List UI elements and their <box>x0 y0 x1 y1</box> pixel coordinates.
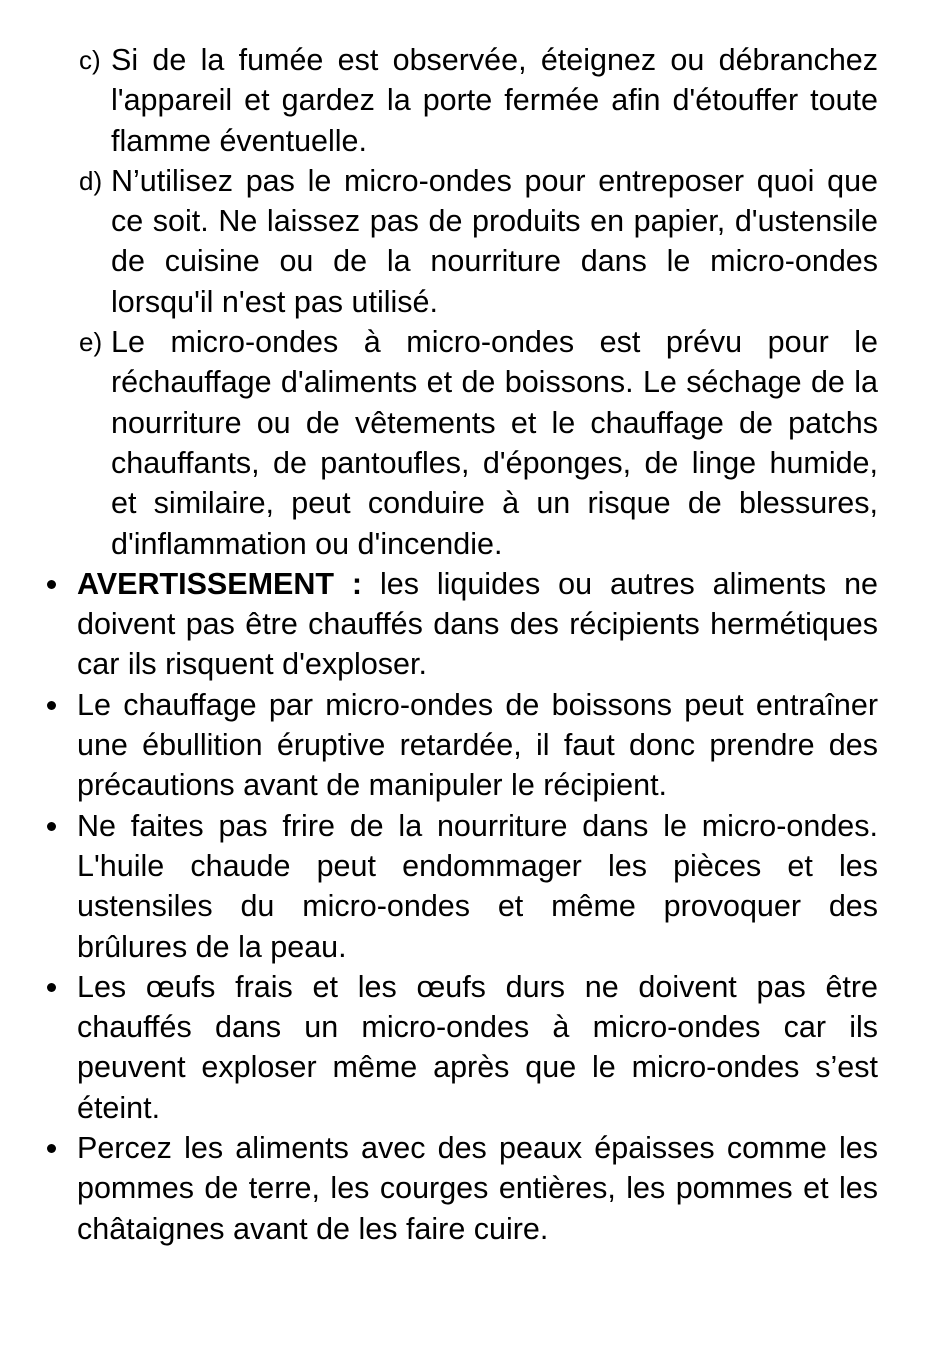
list-marker: e) <box>79 327 103 358</box>
list-item-text: N’utilisez pas le micro-ondes pour entreposer quoi que ce soit. Ne laissez pas de produits en papier, d'ustensile de cuisine ou de la nourriture dans le micro-ondes lorsqu'il n'est pas utilisé. <box>111 163 878 319</box>
bullet-text: Percez les aliments avec des peaux épaisses comme les pommes de terre, les courges entières, les pommes et les châtaignes avant de les faire cuire. <box>77 1131 878 1246</box>
safety-sublist <box>0 40 950 564</box>
bullet-icon <box>47 822 56 831</box>
bullet-text: Ne faites pas frire de la nourriture dans le micro-ondes. L'huile chaude peut endommager les pièces et les ustensiles du micro-ondes et même provoquer des brûlures de la peau. <box>77 808 878 964</box>
warning-text: les liquides ou autres aliments ne doivent pas être chauffés dans des récipients hermétiques car ils risquent d'exploser. <box>77 566 878 682</box>
list-item-text: Le micro-ondes à micro-ondes est prévu pour le réchauffage d'aliments et de boissons. Le séchage de la nourriture ou de vêtements et le chauffage de patchs chauffants, de pantoufles, d'éponges, de linge humide, et similaire, peut conduire à un risque de blessures, d'inflammation ou d'incendie. <box>111 325 878 561</box>
safety-bullet-list <box>0 564 950 1249</box>
warning-bullet <box>0 564 950 685</box>
warning-label: AVERTISSEMENT : <box>77 566 363 601</box>
sublist-item-e <box>0 322 950 564</box>
list-marker: c) <box>79 45 101 75</box>
bullet-item-beverages <box>0 685 950 806</box>
bullet-item-eggs <box>0 967 950 1128</box>
list-marker: d) <box>79 165 103 196</box>
bullet-icon <box>47 580 56 589</box>
sublist-item-d <box>0 161 950 322</box>
manual-page <box>0 40 950 1249</box>
sublist-item-c <box>0 40 950 161</box>
bullet-icon <box>47 983 56 992</box>
bullet-icon <box>47 1144 56 1153</box>
bullet-text: Les œufs frais et les œufs durs ne doivent pas être chauffés dans un micro-ondes à micro-ondes car ils peuvent exploser même après que le micro-ondes s’est éteint. <box>77 969 878 1125</box>
bullet-item-frying <box>0 806 950 967</box>
bullet-text: Le chauffage par micro-ondes de boissons peut entraîner une ébullition éruptive retardée, il faut donc prendre des précautions avant de manipuler le récipient. <box>77 687 878 803</box>
bullet-item-pierce <box>0 1128 950 1249</box>
bullet-icon <box>47 701 56 710</box>
list-item-text: Si de la fumée est observée, éteignez ou débranchez l'appareil et gardez la porte fermée afin d'étouffer toute flamme éventuelle. <box>111 43 878 158</box>
